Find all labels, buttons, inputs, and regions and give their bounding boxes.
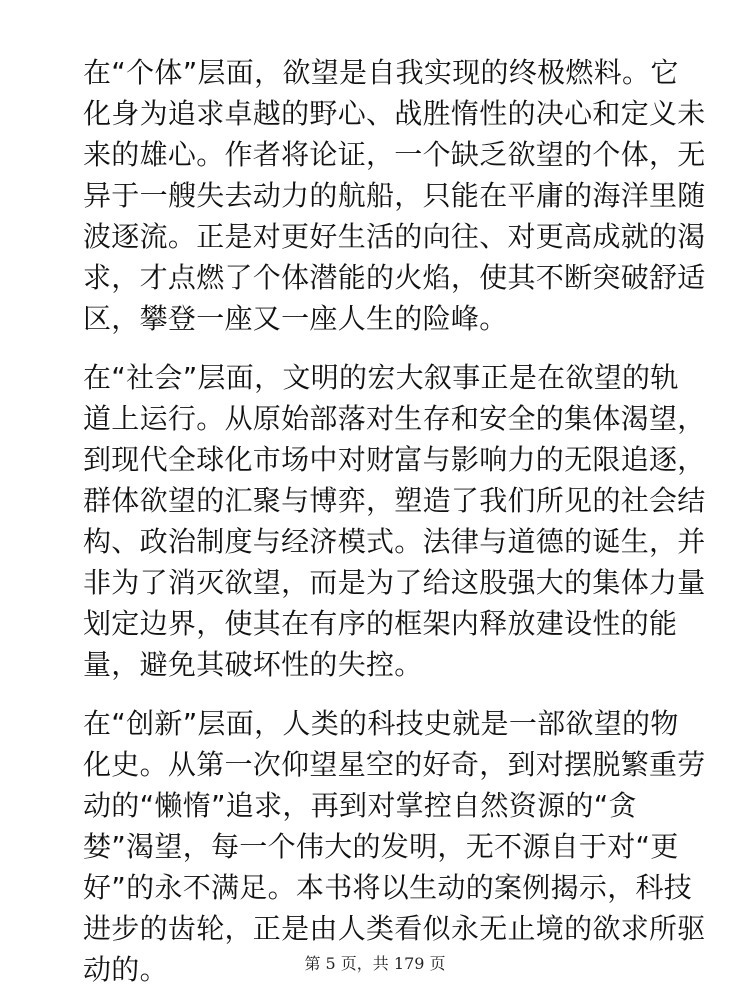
text-line: 在“个体”层面，欲望是自我实现的终极燃料。它	[83, 56, 679, 89]
text-line: 在“创新”层面，人类的科技史就是一部欲望的物	[83, 707, 679, 740]
page-number: 第 5 页，共 179 页	[304, 954, 446, 973]
paragraph-innovation	[83, 703, 706, 990]
text-line: 动的“懒惰”追求，再到对掌控自然资源的“贪	[83, 789, 637, 822]
text-line: 在“社会”层面，文明的宏大叙事正是在欲望的轨	[83, 361, 679, 394]
text-line: 到现代全球化市场中对财富与影响力的无限追逐，	[83, 443, 706, 476]
text-line: 道上运行。从原始部落对生存和安全的集体渴望，	[83, 402, 706, 435]
text-line: 化史。从第一次仰望星空的好奇，到对摆脱繁重劳	[83, 748, 706, 781]
text-line: 求，才点燃了个体潜能的火焰，使其不断突破舒适	[83, 261, 706, 294]
text-line: 婪”渴望，每一个伟大的发明，无不源自于对“更	[83, 830, 679, 863]
text-line: 量，避免其破坏性的失控。	[83, 648, 423, 681]
text-line: 进步的齿轮，正是由人类看似永无止境的欲求所驱	[83, 912, 706, 945]
text-line: 波逐流。正是对更好生活的向往、对更高成就的渴	[83, 220, 706, 253]
text-line: 异于一艘失去动力的航船，只能在平庸的海洋里随	[83, 179, 706, 212]
text-line: 构、政治制度与经济模式。法律与道德的诞生，并	[83, 525, 706, 558]
text-line: 区，攀登一座又一座人生的险峰。	[83, 302, 508, 335]
text-line: 化身为追求卓越的野心、战胜惰性的决心和定义未	[83, 97, 706, 130]
paragraph-individual	[83, 52, 706, 339]
body-text	[83, 52, 706, 1000]
text-line: 非为了消灭欲望，而是为了给这股强大的集体力量	[83, 566, 706, 599]
text-line: 好”的永不满足。本书将以生动的案例揭示，科技	[83, 871, 693, 904]
text-line: 划定边界，使其在有序的框架内释放建设性的能	[83, 607, 678, 640]
text-line: 动的。	[83, 953, 168, 986]
text-line: 来的雄心。作者将论证，一个缺乏欲望的个体，无	[83, 138, 706, 171]
paragraph-society	[83, 357, 706, 685]
text-line: 群体欲望的汇聚与博弈，塑造了我们所见的社会结	[83, 484, 706, 517]
